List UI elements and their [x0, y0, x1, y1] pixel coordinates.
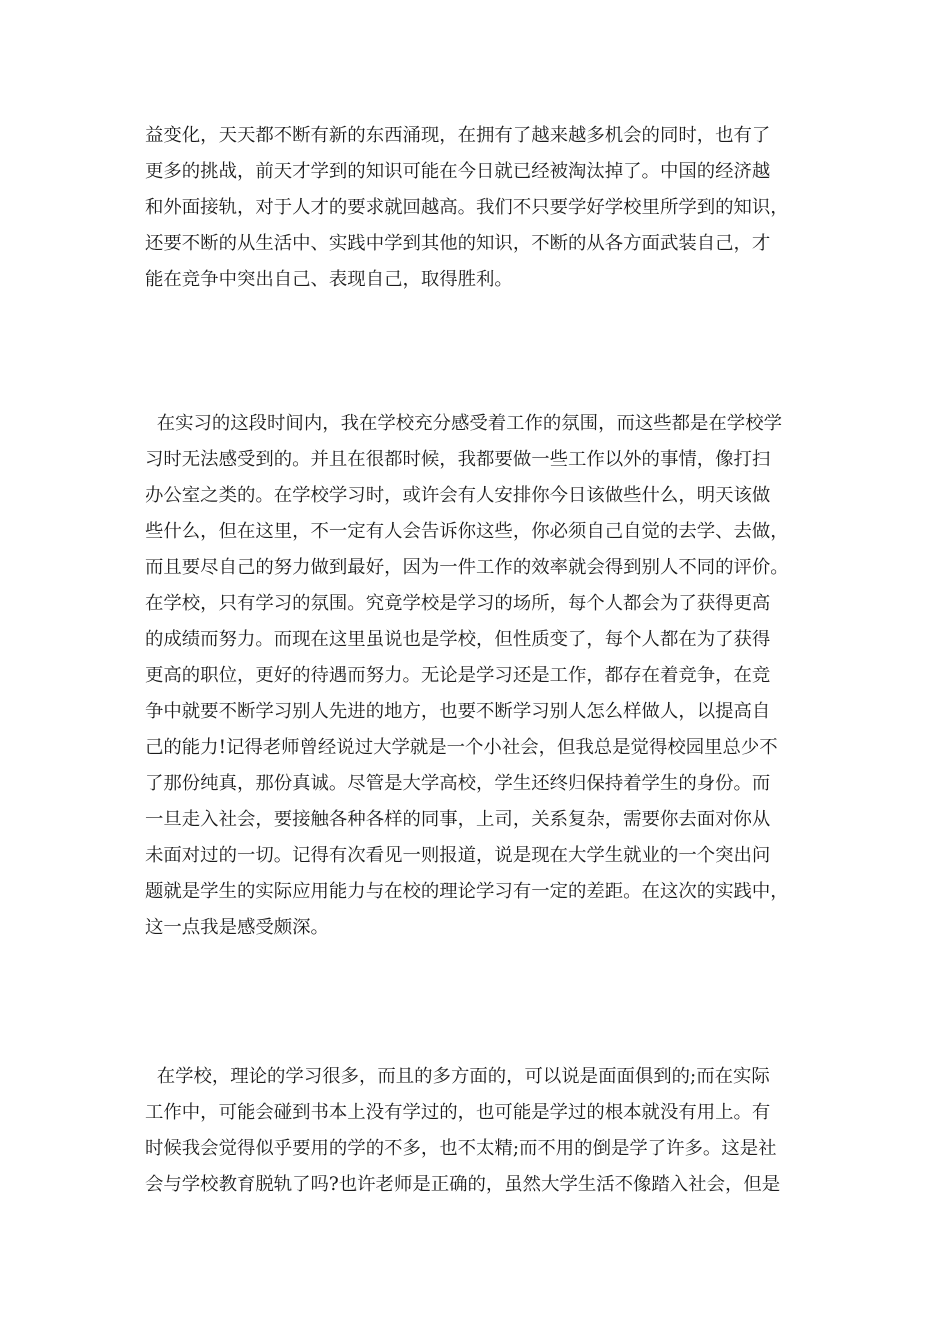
text-line: 些什么，但在这里，不一定有人会告诉你这些，你必须自己自觉的去学、去做，: [145, 521, 789, 542]
text-line: 办公室之类的。在学校学习时，或许会有人安排你今日该做些什么，明天该做: [145, 485, 771, 506]
text-line: 会与学校教育脱轨了吗?也许老师是正确的，虽然大学生活不像踏入社会，但是: [145, 1174, 781, 1195]
text-line: 题就是学生的实际应用能力与在校的理论学习有一定的差距。在这次的实践中，: [145, 881, 789, 902]
text-line: 和外面接轨，对于人才的要求就回越高。我们不只要学好学校里所学到的知识，: [145, 197, 789, 218]
text-line: 时候我会觉得似乎要用的学的不多，也不太精;而不用的倒是学了许多。这是社: [145, 1138, 777, 1159]
text-line: 在实习的这段时间内，我在学校充分感受着工作的氛围，而这些都是在学校学: [145, 413, 782, 434]
text-line: 能在竞争中突出自己、表现自己，取得胜利。: [145, 269, 513, 290]
text-line: 在学校，只有学习的氛围。究竟学校是学习的场所，每个人都会为了获得更高: [145, 593, 771, 614]
text-line: 争中就要不断学习别人先进的地方，也要不断学习别人怎么样做人，以提高自: [145, 701, 771, 722]
text-line: 更多的挑战，前天才学到的知识可能在今日就已经被淘汰掉了。中国的经济越: [145, 161, 771, 182]
paragraph-1: [145, 118, 810, 298]
text-line: 一旦走入社会，要接触各种各样的同事，上司，关系复杂，需要你去面对你从: [145, 809, 771, 830]
text-line: 这一点我是感受颇深。: [145, 917, 329, 938]
text-line: 的成绩而努力。而现在这里虽说也是学校，但性质变了，每个人都在为了获得: [145, 629, 771, 650]
text-line: 在学校，理论的学习很多，而且的多方面的，可以说是面面俱到的;而在实际: [145, 1066, 770, 1087]
text-line: 工作中，可能会碰到书本上没有学过的，也可能是学过的根本就没有用上。有: [145, 1102, 771, 1123]
text-line: 了那份纯真，那份真诚。尽管是大学高校，学生还终归保持着学生的身份。而: [145, 773, 771, 794]
text-line: 而且要尽自己的努力做到最好，因为一件工作的效率就会得到别人不同的评价。: [145, 557, 789, 578]
text-line: 己的能力!记得老师曾经说过大学就是一个小社会，但我总是觉得校园里总少不: [145, 737, 778, 758]
paragraph-2: [145, 406, 810, 946]
text-line: 还要不断的从生活中、实践中学到其他的知识，不断的从各方面武装自己，才: [145, 233, 771, 254]
text-line: 益变化，天天都不断有新的东西涌现，在拥有了越来越多机会的同时，也有了: [145, 125, 771, 146]
text-line: 习时无法感受到的。并且在很都时候，我都要做一些工作以外的事情，像打扫: [145, 449, 771, 470]
text-line: 未面对过的一切。记得有次看见一则报道，说是现在大学生就业的一个突出问: [145, 845, 771, 866]
paragraph-3: [145, 1059, 810, 1203]
text-line: 更高的职位，更好的待遇而努力。无论是学习还是工作，都存在着竞争，在竞: [145, 665, 771, 686]
